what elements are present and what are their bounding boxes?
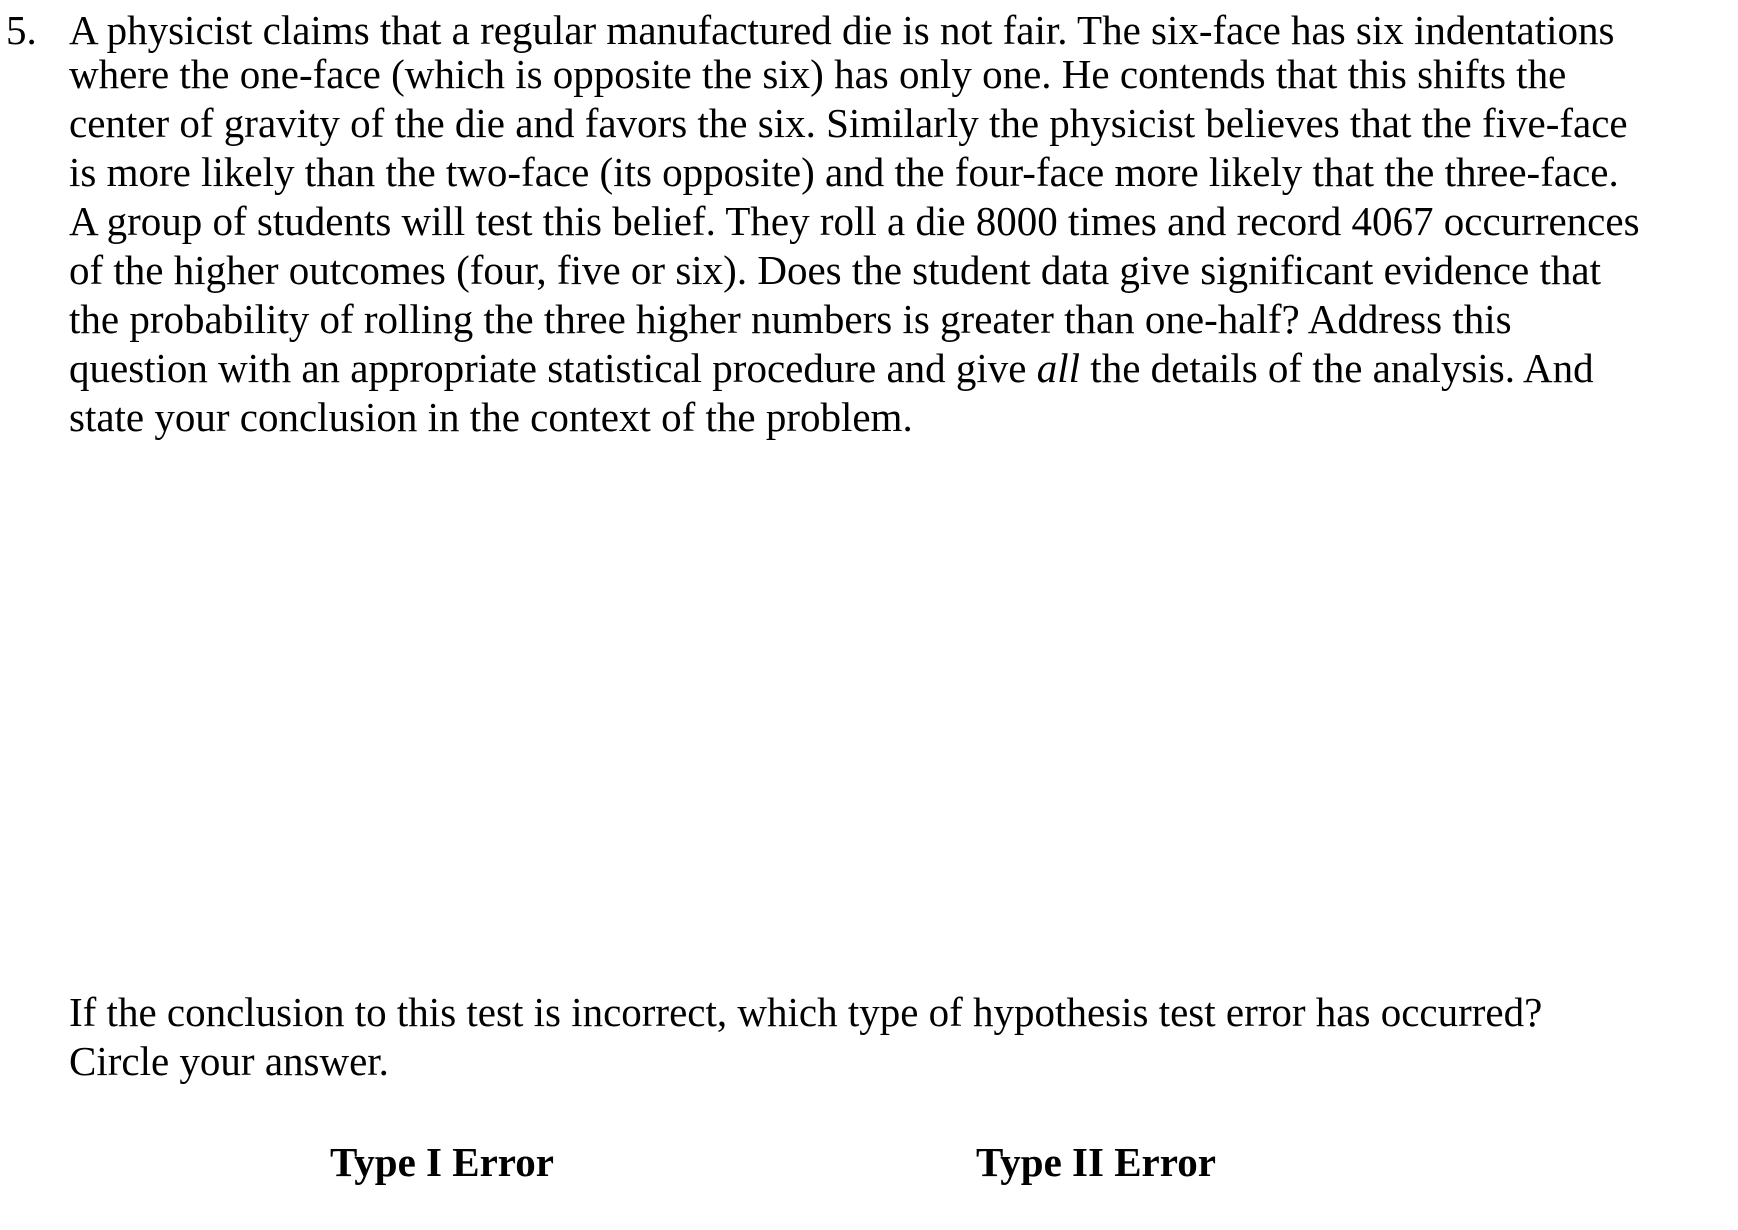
question-number: 5. [6,7,37,53]
choice-type-ii-error[interactable]: Type II Error [976,1139,1216,1185]
question-text-line-2: where the one-face (which is opposite the six) has only one. He contends that this shifts the [69,51,1567,97]
question-text-line-8 [69,344,1594,393]
question-text-line-3: center of gravity of the die and favors the six. Similarly the physicist believes that the five-face [69,100,1628,146]
followup-question-line-2: Circle your answer. [69,1038,389,1084]
question-text-line-7: the probability of rolling the three higher numbers is greater than one-half? Address this [69,296,1512,342]
choice-type-i-error[interactable]: Type I Error [330,1139,554,1185]
question-text-line-5: A group of students will test this belief. They roll a die 8000 times and record 4067 occurrences [69,198,1640,244]
followup-question-line-1: If the conclusion to this test is incorrect, which type of hypothesis test error has occurred? [69,989,1543,1035]
question-text-line-4: is more likely than the two-face (its opposite) and the four-face more likely that the three-face. [69,149,1619,195]
emphasis-all: all [1036,345,1081,391]
question-text-line-9: state your conclusion in the context of the problem. [69,394,913,440]
question-text-line-1: A physicist claims that a regular manufactured die is not fair. The six-face has six indentations [69,7,1615,53]
answer-work-area[interactable] [69,450,1669,970]
question-text-line-6: of the higher outcomes (four, five or six). Does the student data give significant evidence that [69,247,1601,293]
question-text-line-8-start: question with an appropriate statistical procedure and give [69,345,1037,391]
question-text-line-8-end: the details of the analysis. And [1080,345,1594,391]
